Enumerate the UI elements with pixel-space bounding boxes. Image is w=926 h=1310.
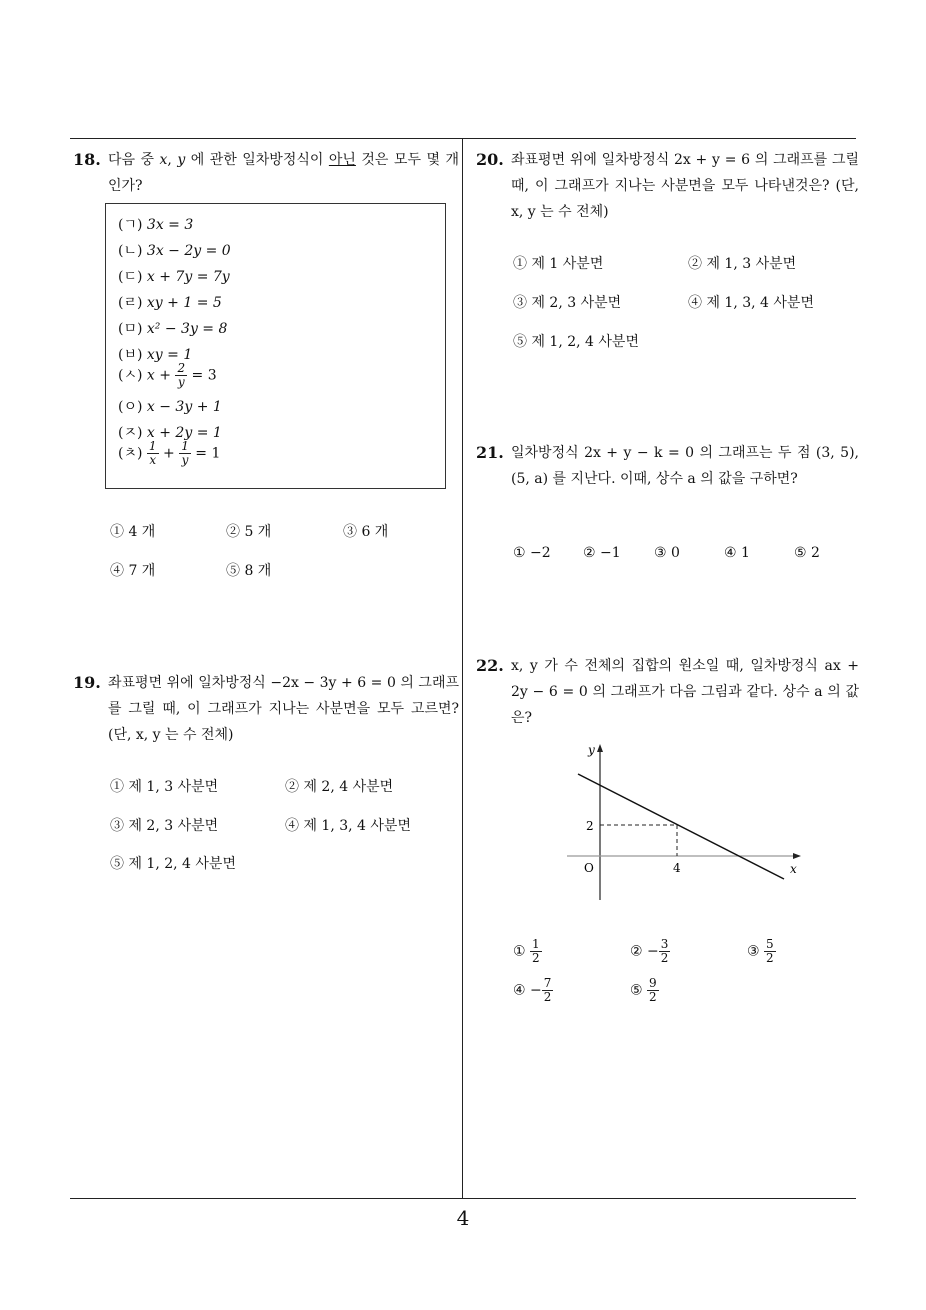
answer-option[interactable]: ⑤ 제 1, 2, 4 사분면 [110,856,236,872]
answer-option[interactable]: ② 제 2, 4 사분면 [285,779,394,795]
answer-option[interactable]: ① 제 1 사분면 [513,256,604,272]
equation-item: (ㅂ) xy = 1 [118,347,193,363]
page-number: 4 [456,1206,470,1230]
question-text: 좌표평면 위에 일차방정식 2x + y = 6 의 그래프를 그릴 때, 이 그래프가 지나는 사분면을 모두 나타낸것은? (단, x, y 는 수 전체) [511,152,859,220]
line-graph [562,740,802,905]
column-divider [462,139,463,1198]
answer-option[interactable]: ④ 1 [724,545,750,561]
equation-line [578,774,784,879]
equation-item: (ㅈ) x + 2y = 1 [118,425,222,441]
equation-item: (ㄹ) xy + 1 = 5 [118,295,222,311]
equation-item: (ㅁ) x² − 3y = 8 [118,321,228,337]
answer-option[interactable]: ② 제 1, 3 사분면 [688,256,797,272]
equation-item: (ㄷ) x + 7y = 7y [118,269,230,285]
question-text: x, y 가 수 전체의 집합의 원소일 때, 일차방정식 ax + 2y − 6 = 0 의 그래프가 다음 그림과 같다. 상수 a 의 값은? [511,658,859,726]
y-axis-arrow-icon [597,744,603,752]
underlined-word: 아닌 [328,152,356,168]
y-axis-label: y [588,743,595,757]
top-rule [70,138,856,139]
answer-option[interactable]: ③ 제 2, 3 사분면 [110,818,219,834]
answer-option[interactable]: ⑤ $\frac{9}{2}$ [630,976,657,1004]
question-text: 다음 중 x, y 에 관한 일차방정식이 아닌 것은 모두 몇 개인가? [108,152,459,194]
y-tick-label: 2 [586,819,594,833]
answer-option[interactable]: ③ 0 [654,545,680,561]
answer-option[interactable]: ① $\frac{1}{2}$ [513,937,540,965]
origin-label: O [584,861,594,875]
question-text: 좌표평면 위에 일차방정식 −2x − 3y + 6 = 0 의 그래프를 그릴 때, 이 그래프가 지나는 사분면을 모두 고르면? (단, x, y 는 수 전체) [108,675,459,743]
question-21 [476,440,859,492]
equation-item: (ㄱ) 3x = 3 [118,217,194,233]
equation-box [105,203,446,489]
answer-option[interactable]: ⑤ 제 1, 2, 4 사분면 [513,334,639,350]
answer-option[interactable]: ① 4 개 [110,524,156,540]
question-number: 19. [73,673,101,692]
answer-option[interactable]: ③ 6 개 [343,524,389,540]
question-number: 22. [476,656,504,675]
answer-option[interactable]: ② −1 [583,545,621,561]
answer-option[interactable]: ③ $\frac{5}{2}$ [747,937,774,965]
answer-option[interactable]: ⑤ 2 [794,545,820,561]
answer-option[interactable]: ④ 제 1, 3, 4 사분면 [688,295,814,311]
question-22 [476,653,859,731]
answer-option[interactable]: ② − $\frac{3}{2}$ [630,937,669,965]
equation-item: (ㄴ) 3x − 2y = 0 [118,243,231,259]
x-axis-label: x [790,862,797,876]
question-20 [476,147,859,225]
equation-item: (ㅊ) $\frac{1}{x}$ + $\frac{1}{y}$ = 1 [118,439,221,467]
answer-option[interactable]: ④ 7 개 [110,563,156,579]
answer-option[interactable]: ① −2 [513,545,551,561]
question-number: 18. [73,150,101,169]
answer-option[interactable]: ① 제 1, 3 사분면 [110,779,219,795]
answer-option[interactable]: ④ 제 1, 3, 4 사분면 [285,818,411,834]
answer-option[interactable]: ② 5 개 [226,524,272,540]
x-axis-arrow-icon [793,853,801,859]
question-number: 20. [476,150,504,169]
question-text: 일차방정식 2x + y − k = 0 의 그래프는 두 점 (3, 5), (5, a) 를 지난다. 이때, 상수 a 의 값을 구하면? [511,445,859,487]
x-tick-label: 4 [673,861,681,875]
answer-option[interactable]: ④ − $\frac{7}{2}$ [513,976,552,1004]
answer-option[interactable]: ⑤ 8 개 [226,563,272,579]
question-19 [73,670,459,748]
equation-item: (ㅇ) x − 3y + 1 [118,399,222,415]
question-number: 21. [476,443,504,462]
question-18 [73,147,459,199]
equation-item: (ㅅ) x + $\frac{2}{y}$ = 3 [118,361,217,389]
bottom-rule [70,1198,856,1199]
answer-option[interactable]: ③ 제 2, 3 사분면 [513,295,622,311]
